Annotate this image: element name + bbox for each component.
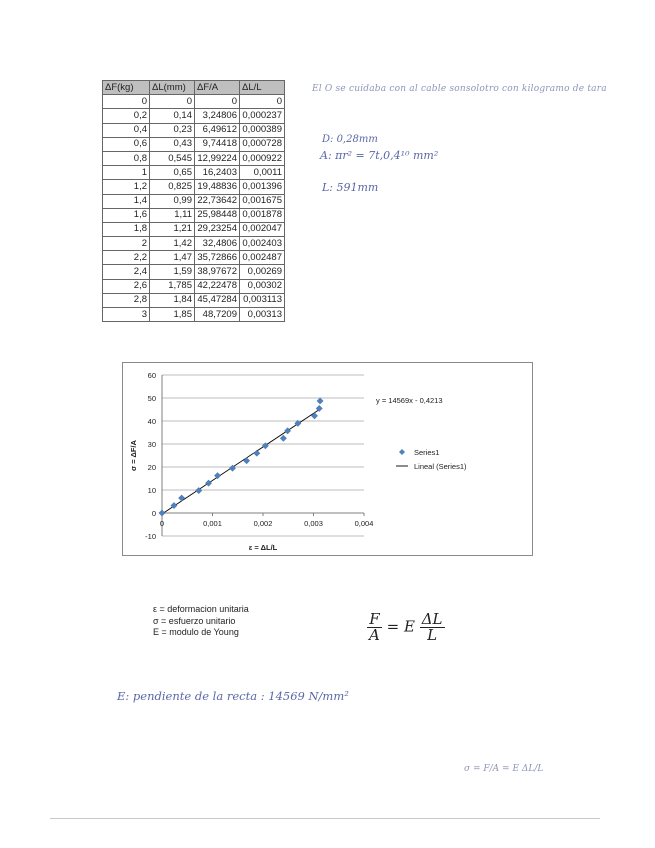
table-cell: 1,2 [103,180,150,194]
table-cell: 0,002047 [240,222,285,236]
x-axis-title: ε = ΔL/L [248,543,278,552]
table-cell: 0,000922 [240,151,285,165]
table-cell: 1,8 [103,222,150,236]
table-cell: 1,11 [150,208,195,222]
formula-mid: = E [386,617,415,636]
x-tick-label: 0,004 [354,519,374,528]
y-tick-label: 10 [147,486,156,495]
table-row [103,123,285,137]
table-cell: 9,74418 [195,137,240,151]
table-cell: 0,003113 [240,293,285,307]
table-cell: 0,8 [103,151,150,165]
y-tick-label: -10 [145,532,156,541]
table-cell: 35,72866 [195,251,240,265]
table-cell: 3,24806 [195,109,240,123]
data-point [178,495,184,501]
table-cell: 1 [103,166,150,180]
header-stress: ΔF/A [195,81,240,95]
table-cell: 1,6 [103,208,150,222]
handwritten-area: A: πr² = 7t,0,4¹⁰ mm² [320,149,439,162]
table-row [103,265,285,279]
data-point [214,472,220,478]
legend-marker-points [399,449,405,455]
data-point [284,428,290,434]
data-point [243,458,249,464]
table-cell: 0,43 [150,137,195,151]
table-cell: 0,545 [150,151,195,165]
table-cell: 2 [103,237,150,251]
table-cell: 1,85 [150,308,195,322]
table-row [103,151,285,165]
table-cell: 6,49612 [195,123,240,137]
definition-stress: σ = esfuerzo unitario [153,615,236,626]
table-cell: 0,14 [150,109,195,123]
header-strain: ΔL/L [240,81,285,95]
y-tick-label: 0 [151,509,156,518]
x-tick-label: 0,002 [253,519,273,528]
young-formula [367,612,445,643]
table-row [103,308,285,322]
y-tick-label: 20 [147,463,156,472]
table-row [103,109,285,123]
page-bottom-rule [50,818,600,819]
table-cell: 45,47284 [195,293,240,307]
table-row [103,180,285,194]
formula-lhs [367,612,382,643]
table-cell: 1,4 [103,194,150,208]
table-body [103,95,285,322]
formula-rhs-num: ΔL [421,610,443,628]
handwritten-length: L: 591mm [322,181,379,194]
table-row [103,251,285,265]
table-cell: 0,00313 [240,308,285,322]
legend-label-trendline: Lineal (Series1) [414,462,467,471]
table-cell: 0,000389 [240,123,285,137]
table-cell: 2,6 [103,279,150,293]
table-cell: 0 [150,95,195,109]
table-cell: 0,001396 [240,180,285,194]
y-tick-label: 60 [147,371,156,380]
table-row [103,166,285,180]
table-cell: 1,42 [150,237,195,251]
table-cell: 0,65 [150,166,195,180]
definition-strain: ε = deformacion unitaria [153,604,249,614]
handwritten-diameter: D: 0,28mm [322,134,378,145]
table-cell: 0 [195,95,240,109]
table-cell: 0 [240,95,285,109]
table-cell: 3 [103,308,150,322]
header-delta-f: ΔF(kg) [103,81,150,95]
handwritten-corner-formula: σ = F/A = E ΔL/L [464,764,544,774]
table-cell: 16,2403 [195,166,240,180]
table-cell: 2,4 [103,265,150,279]
table-row [103,279,285,293]
data-point [159,510,165,516]
x-tick-label: 0 [159,519,165,528]
data-table [102,80,285,322]
table-cell: 0,6 [103,137,150,151]
handwritten-young-modulus: E: pendiente de la recta : 14569 N/mm² [117,689,349,703]
table-cell: 32,4806 [195,237,240,251]
table-cell: 48,7209 [195,308,240,322]
data-point [254,450,260,456]
table-cell: 0 [103,95,150,109]
stress-strain-chart [123,363,532,555]
handwritten-note-top: El O se cuidaba con al cable sonsolotro con kilogramo de tara [312,84,607,94]
y-axis-title: σ = ΔF/A [129,440,138,471]
y-tick-label: 40 [147,417,156,426]
table-row [103,222,285,236]
table-cell: 0,23 [150,123,195,137]
table-cell: 0,00269 [240,265,285,279]
table-cell: 2,8 [103,293,150,307]
data-point [280,435,286,441]
table-cell: 38,97672 [195,265,240,279]
table-row [103,208,285,222]
table-cell: 19,48836 [195,180,240,194]
table-cell: 0,99 [150,194,195,208]
table-cell: 0,001675 [240,194,285,208]
table-row [103,293,285,307]
definitions-block [153,604,249,639]
chart-frame [122,362,533,556]
formula-lhs-den: A [369,626,380,644]
table-row [103,95,285,109]
table-cell: 2,2 [103,251,150,265]
table-cell: 25,98448 [195,208,240,222]
table-cell: 29,23254 [195,222,240,236]
data-point [311,413,317,419]
header-delta-l: ΔL(mm) [150,81,195,95]
table-cell: 1,59 [150,265,195,279]
x-tick-label: 0,001 [203,519,222,528]
table-cell: 0,001878 [240,208,285,222]
table-cell: 42,22478 [195,279,240,293]
formula-rhs [420,612,445,643]
data-point [317,398,323,404]
table-cell: 0,4 [103,123,150,137]
table-header-row [103,81,285,95]
legend-label-series1: Series1 [414,448,440,457]
table-cell: 0,825 [150,180,195,194]
table-cell: 0,00302 [240,279,285,293]
table-cell: 0,0011 [240,166,285,180]
table-cell: 1,47 [150,251,195,265]
table-cell: 1,84 [150,293,195,307]
definition-young: E = modulo de Young [153,627,239,637]
table-cell: 0,002403 [240,237,285,251]
table-cell: 0,000728 [240,137,285,151]
table-cell: 22,73642 [195,194,240,208]
formula-rhs-den: L [427,626,438,644]
table-cell: 0,2 [103,109,150,123]
table-cell: 1,785 [150,279,195,293]
trendline-equation: y = 14569x - 0,4213 [376,396,443,405]
table-row [103,194,285,208]
table-row [103,237,285,251]
y-tick-label: 30 [147,440,156,449]
table-cell: 0,000237 [240,109,285,123]
data-point [205,480,211,486]
x-tick-label: 0,003 [304,519,323,528]
table-cell: 1,21 [150,222,195,236]
y-tick-label: 50 [147,394,156,403]
formula-lhs-num: F [367,612,382,628]
table-cell: 12,99224 [195,151,240,165]
table-cell: 0,002487 [240,251,285,265]
table-row [103,137,285,151]
